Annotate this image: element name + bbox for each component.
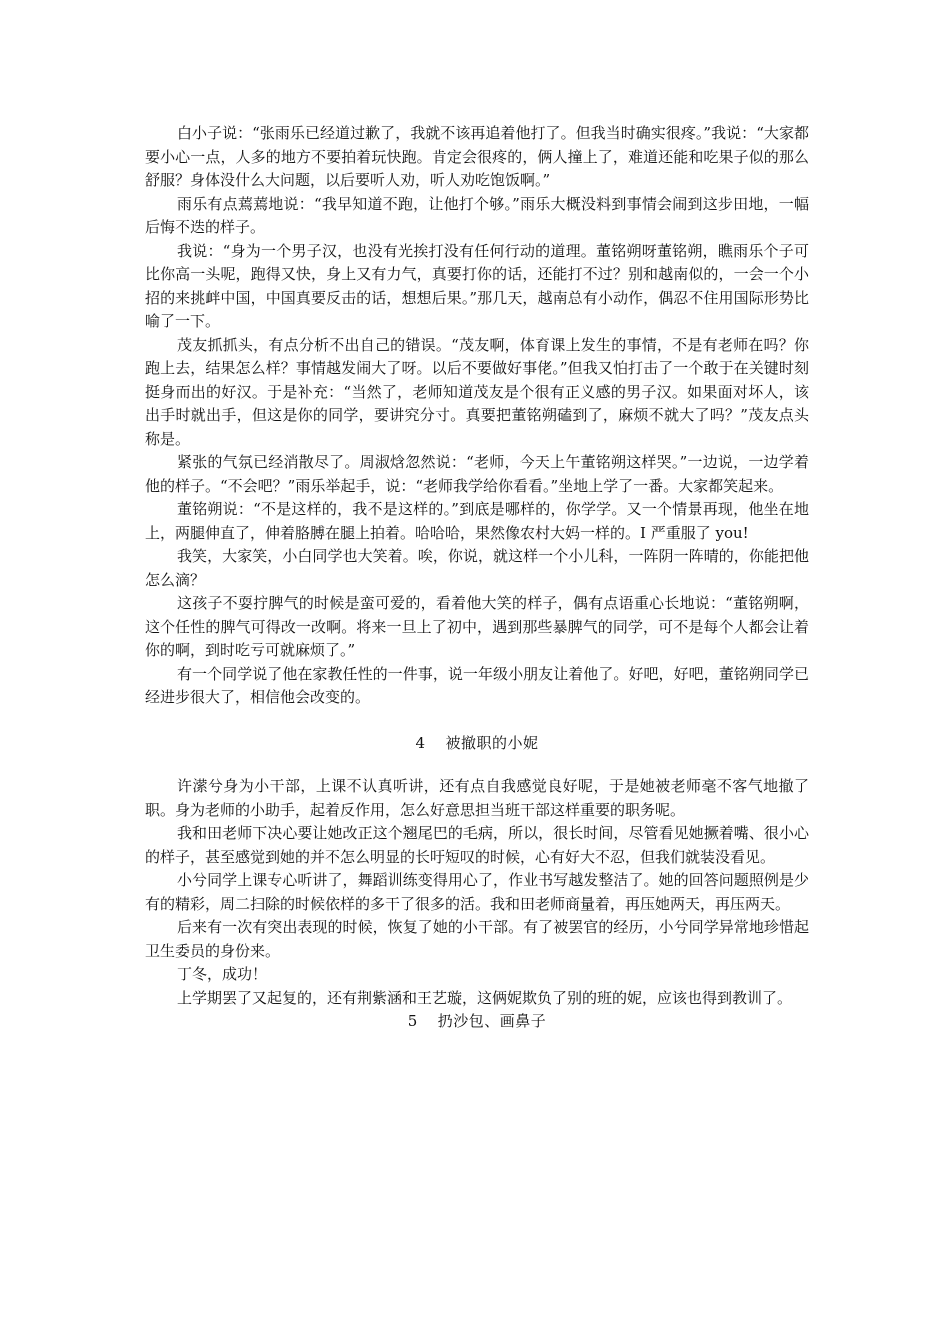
section-number: 5 xyxy=(407,1012,418,1030)
paragraph: 我说：“身为一个男子汉，也没有光挨打没有任何行动的道理。董铭朔呀董铭朔，瞧雨乐个子可比你高一头呢，跑得又快，身上又有力气，真要打你的话，还能打不过？别和越南似的，一会一个小招的来挑衅中国，中国真要反击的话，想想后果。”那几天，越南总有小动作，偶忍不住用国际形势比喻了一下。 xyxy=(145,241,809,330)
paragraph: 茂友抓抓头，有点分析不出自己的错误。“茂友啊，体育课上发生的事情，不是有老师在吗？你跑上去，结果怎么样？事情越发闹大了呀。以后不要做好事佬。”但我又怕打击了一个敢于在关键时刻挺身而出的好汉。于是补充：“当然了，老师知道茂友是个很有正义感的男子汉。如果面对坏人，该出手时就出手，但这是你的同学，要讲究分寸。真要把董铭朔磕到了，麻烦不就大了吗？”茂友点头称是。 xyxy=(145,335,809,448)
paragraph: 雨乐有点蔫蔫地说：“我早知道不跑，让他打个够。”雨乐大概没料到事情会闹到这步田地，一幅后悔不迭的样子。 xyxy=(145,194,809,236)
paragraph: 白小子说：“张雨乐已经道过歉了，我就不该再追着他打了。但我当时确实很疼。”我说：“大家都要小心一点，人多的地方不要拍着玩快跑。肯定会很疼的，俩人撞上了，难道还能和吃果子似的那么舒服？身体没什么大问题，以后要听人劝，听人劝吃饱饭啊。” xyxy=(145,124,809,189)
document-page xyxy=(145,122,809,1034)
paragraph: 后来有一次有突出表现的时候，恢复了她的小干部。有了被罢官的经历，小兮同学异常地珍惜起卫生委员的身份来。 xyxy=(145,918,809,960)
paragraph: 我和田老师下决心要让她改正这个翘尾巴的毛病，所以，很长时间，尽管看见她撅着嘴、很小心的样子，甚至感觉到她的并不怎么明显的长吁短叹的时候，心有好大不忍，但我们就装没看见。 xyxy=(145,824,809,866)
paragraph: 董铭朔说：“不是这样的，我不是这样的。”到底是哪样的，你学学。又一个情景再现，他坐在地上，两腿伸直了，伸着胳膊在腿上拍着。哈哈哈，果然像农村大妈一样的。I 严重服了 you! xyxy=(145,500,809,542)
paragraph: 紧张的气氛已经消散尽了。周淑焓忽然说：“老师，今天上午董铭朔这样哭。”一边说，一边学着他的样子。“不会吧？”雨乐举起手，说：“老师我学给你看看。”坐地上学了一番。大家都笑起来。 xyxy=(145,453,809,495)
paragraph: 许潆兮身为小干部，上课不认真听讲，还有点自我感觉良好呢，于是她被老师毫不客气地撤了职。身为老师的小助手，起着反作用，怎么好意思担当班干部这样重要的职务呢。 xyxy=(145,777,809,819)
section-heading xyxy=(145,732,809,756)
section-title: 被撤职的小妮 xyxy=(445,733,539,752)
paragraph: 这孩子不耍拧脾气的时候是蛮可爱的，看着他大笑的样子，偶有点语重心长地说：“董铭朔啊，这个任性的脾气可得改一改啊。将来一旦上了初中，遇到那些暴脾气的同学，可不是每个人都会让着你的啊，到时吃亏可就麻烦了。” xyxy=(145,594,809,659)
section-heading xyxy=(145,1010,809,1034)
paragraph: 有一个同学说了他在家教任性的一件事，说一年级小朋友让着他了。好吧，好吧，董铭朔同学已经进步很大了，相信他会改变的。 xyxy=(145,664,809,706)
paragraph: 丁冬，成功！ xyxy=(177,965,268,983)
section-number: 4 xyxy=(415,733,426,752)
section-title: 扔沙包、画鼻子 xyxy=(437,1012,547,1030)
paragraph: 小兮同学上课专心听讲了，舞蹈训练变得用心了，作业书写越发整洁了。她的回答问题照例是少有的精彩，周二扫除的时候依样的多干了很多的活。我和田老师商量着，再压她两天，再压两天。 xyxy=(145,871,809,913)
paragraph: 上学期罢了又起复的，还有荆紫涵和王艺璇，这俩妮欺负了别的班的妮，应该也得到教训了。 xyxy=(177,988,793,1007)
paragraph: 我笑，大家笑，小白同学也大笑着。唉，你说，就这样一个小儿科，一阵阴一阵晴的，你能把他怎么滴？ xyxy=(145,547,809,589)
